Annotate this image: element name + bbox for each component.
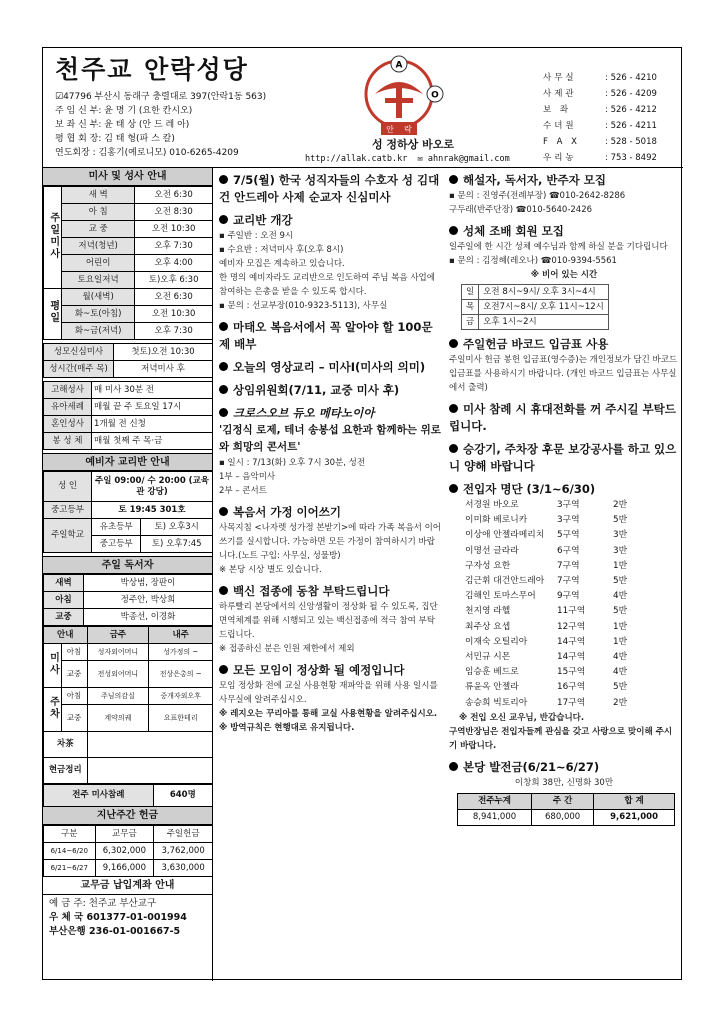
bullet-icon — [449, 175, 458, 184]
newcomer-cell: 최주상 요셉 — [465, 621, 511, 632]
left-column — [43, 168, 213, 981]
bullet-icon — [219, 586, 228, 595]
account-info: 예 금 주: 천주교 부산교구 우 체 국 601377-01-001994 부산은행 236-01-001667-5 — [49, 898, 187, 937]
newcomer-cell: 류윤옥 안젤라 — [465, 682, 519, 693]
newcomer-cell: 7구역 — [557, 560, 580, 571]
address-line: ☑47796 부산시 동래구 충렬대로 397(안락1동 563) — [55, 92, 267, 102]
notice-item: 해설자, 독서자, 반주자 모집 ▪ 문의 : 진영주(전례부장) ☎010-2642-8286 구두래(반주단장) ☎010-5640-2426 — [449, 173, 626, 215]
emblem-a: A — [395, 60, 403, 71]
newcomer-cell: 14구역 — [557, 652, 586, 663]
newcomer-cell: 1반 — [613, 621, 628, 632]
newcomer-cell: 3구역 — [557, 500, 580, 510]
offering-title: 지난주간 헌금 — [43, 807, 212, 825]
newcomer-cell: 6구역 — [557, 545, 580, 556]
bullet-icon — [219, 175, 228, 184]
newcomer-cell: 임승훈 베드로 — [465, 667, 519, 678]
newcomer-cell: 김해인 토마스무어 — [465, 591, 536, 602]
bullet-icon — [219, 362, 228, 371]
phone-row: 사무실 : 526 - 4210 — [543, 73, 657, 83]
notice-item: 미사 참례 시 휴대전화를 꺼 주시길 부탁드립니다. — [449, 402, 676, 433]
attendance-table: 전주 미사참례 640명 — [43, 784, 213, 807]
newcomer-cell: 1반 — [613, 636, 628, 647]
notice-item: 승강기, 주차장 후문 보강공사를 하고 있으니 양해 바랍니다 — [449, 442, 677, 473]
adoration-slot-table: 일 오전 8시~9시/ 오후 3시~4시 목 오전7시~8시/ 오후 11시~12시 금 오후 1시~2시 — [461, 284, 609, 330]
address-block — [55, 90, 266, 160]
newcomer-cell: 11구역 — [557, 606, 586, 617]
bullet-icon — [449, 404, 458, 413]
notice-item: 교리반 개강 ▪ 주일반 : 오전 9시 ▪ 수요반 : 저녁미사 후(오후 8시) 예비자 모집은 계속하고 있습니다. 한 명의 예비자라도 교리반으로 인도하여 주님 복음 사업에 참여하는 은총을 받을 수 있도록 합시다. ▪ 문의 : 선교부장(010-9323-5113), 사무실 — [219, 213, 435, 311]
newcomer-cell: 3반 — [613, 530, 628, 541]
newcomer-cell: 5반 — [613, 682, 628, 693]
bullet-icon — [219, 408, 228, 417]
newcomer-cell: 이상애 안젤라메리치 — [465, 530, 545, 541]
emblem-rak: 락 — [404, 125, 412, 134]
notice-item: 복음서 가정 이어쓰기 사목지침 <나자렛 성가정 본받기>에 따라 가족 복음서 이어쓰기를 실시합니다. 가능하면 모든 가정이 참여하시기 바랍니다.(노트 구입: 사무실, 성물방) ※ 본당 시상 별도 있습니다. — [219, 505, 442, 575]
phone-list — [543, 70, 657, 166]
bullet-icon — [449, 444, 458, 453]
newcomer-cell: 4반 — [613, 652, 628, 663]
catechism-title: 예비자 교리반 안내 — [43, 453, 212, 471]
bullet-icon — [219, 215, 228, 224]
newcomer-cell: 서경원 바오로 — [465, 500, 519, 510]
newcomer-cell: 2반 — [613, 697, 628, 708]
newcomer-cell: 3구역 — [557, 515, 580, 526]
bullet-icon — [219, 665, 228, 674]
development-fund-table: 전주누계 주 간 합 계 8,941,000 680,000 9,621,000 — [457, 793, 675, 826]
patron-saint: 성 정하상 바오로 — [371, 138, 455, 151]
bullet-icon — [219, 385, 228, 394]
website-link[interactable]: http://allak.catb.kr — [305, 154, 408, 164]
sunday-label: 주일미사 — [47, 211, 59, 260]
phone-row: 우리농 : 753 - 8492 — [543, 153, 657, 163]
phone-row: 보 좌 : 526 - 4212 — [543, 105, 657, 115]
notice-item: 마태오 복음서에서 꼭 알아야 할 100문제 배부 — [219, 320, 433, 351]
assistant-line: 보 좌 신 부: 윤 태 상 (안 드 레 아) — [55, 120, 190, 130]
sacrament-table: 고해성사 매 미사 30분 전 유아세례 매월 끝 주 토요일 17시 혼인성사 1개월 전 신청 봉 성 체 매월 첫째 주 목·금 — [43, 381, 213, 450]
notice-item: 성체 조배 회원 모집 일주일에 한 시간 성체 예수님과 함께 하실 분을 기다립니다 ▪ 문의 : 김정혜(레오나) ☎010-9394-5561 ※ 비어 있는 시간 일 오전 8시~9시/ 오후 3시~4시 목 오전7시~8시/ 오후 11시~12시 금 오후 1시~2시 — [449, 223, 679, 330]
header — [43, 48, 683, 168]
newcomer-cell: 이미화 베로니카 — [465, 515, 528, 526]
notice-item: 7/5(월) 한국 성직자들의 수호자 성 김대건 안드레아 사제 순교자 신심미사 — [219, 173, 440, 204]
newcomer-cell: 김근휘 대건안드레아 — [465, 576, 545, 587]
newcomer-cell: 14구역 — [557, 636, 586, 647]
notice-item: 주일헌금 바코드 입금표 사용 주일미사 헌금 봉헌 입금표(영수증)는 개인정보가 담긴 바코드 입금표를 사용하시기 바랍니다. (개인 바코드 입금표는 사무실에서 출력) — [449, 337, 678, 393]
newcomer-cell: 16구역 — [557, 682, 586, 693]
newcomer-cell: 5반 — [613, 576, 628, 587]
readers-table: 새벽 박상범, 장판이 아침 정주안, 박상희 교중 박종선, 이경화 — [43, 574, 213, 626]
bullet-icon — [449, 226, 458, 235]
notice-item: 백신 접종에 동참 부탁드립니다 하루빨리 본당에서의 신앙생활이 정상화 될 수 있도록, 집단면역체계를 위해 시행되고 있는 백신접종에 적극 참여 부탁드립니다. ※ 접종하신 분은 인원 제한에서 제외 — [219, 584, 438, 654]
bullet-icon — [449, 762, 458, 771]
newcomer-cell: 1반 — [613, 560, 628, 571]
notice-item: 크로스오브 듀오 메타노이아 '김정식 로제, 테너 송봉섭 요한과 함께하는 위로와 희망의 콘서트' ▪ 일시 : 7/13(화) 오후 7시 30분, 성전 1부 – 음악미사 2부 – 콘서트 — [219, 406, 441, 496]
yeondo-line: 연도회장 : 김홍기(예로니모) 010-6265-4209 — [55, 148, 239, 158]
newcomer-cell: 이명선 글라라 — [465, 545, 519, 556]
notice-item: 상임위원회(7/11, 교중 미사 후) — [219, 382, 441, 399]
newcomer-list — [465, 498, 679, 711]
mass-schedule-title: 미사 및 성사 안내 — [43, 168, 212, 186]
church-title: 천주교 안락성당 — [55, 55, 249, 84]
phone-row: 사제관 : 526 - 4209 — [543, 89, 657, 99]
bulletin-page — [42, 47, 682, 980]
right-column — [449, 172, 679, 832]
notice-item: 모든 모임이 정상화 될 예정입니다 모임 정상화 전에 교실 사용현황 재파악을 위해 사용 일시를 사무실에 알려주십시오. ※ 레지오는 꾸리아를 통해 교실 사용현황을 알려주십시오. ※ 방역규칙은 현행대로 유지됩니다. — [219, 663, 438, 733]
devotion-table: 성모신심미사 첫토)오전 10:30 성시간(매주 목) 저녁미사 후 — [43, 343, 213, 378]
weekday-label: 평일 — [47, 300, 59, 325]
email-link[interactable]: ahnrak@gmail.com — [427, 154, 510, 164]
sunday-mass-table: 주일미사 새 벽 오전 6:30 아 침 오전 8:30 교 중 오전 10:30 저녁(청년) 오후 7:30 어린이 오후 4:00 토요일저녁 토)오후 6:30 평일 월(새벽) 오전 6:30 화~토(아침) 오전 10:30 화~금(저녁) 오후 7:30 — [43, 186, 213, 340]
guide-table: 안내 금주 내주 미사 아침 성자외어머니 성가정의 ~ 교중 전성외어머니 전상은총의 ~ 주차 아침 주님의감실 중개자외오후 교중 계약의궤 요표한테리 차茶 현금정리 — [43, 626, 213, 784]
bullet-icon — [449, 339, 458, 348]
middle-column — [219, 172, 441, 741]
offering-table: 구분 교무금 주일헌금 6/14~6/20 6,302,000 3,762,000 6/21~6/27 9,166,000 3,630,000 — [43, 825, 213, 877]
council-line: 평 협 회 장: 김 태 형(파 스 칼) — [55, 134, 175, 144]
notice-item: 전입자 명단 (3/1~6/30) 서경원 바오로 3구역 2반 이미화 베로니카 3구역 5반 이상애 안젤라메리치 5구역 3반 이명선 글라라 6구역 3반 구자성 요한 7구역 1반 김근휘 대건안드레아 7구역 5반 김해인 토마스무어 9구역 4반 천지영 라헬 11구역 5반 최주상 요셉 12구역 1반 이재숙 오틸리아 14구역 1반 서민규 시몬 14구역 4반 임승훈 베드로 15구역 4반 류윤옥 안젤라 16구역 5반 송승희 빅토리아 17구역 2반 ※ 전입 오신 교우님, 반갑습니다. 구역반장님은 전입자들께 관심을 갖고 사랑으로 맞이해 주시기 바랍니다. — [449, 481, 679, 753]
newcomer-cell: 9구역 — [557, 591, 580, 602]
contact-line — [305, 154, 510, 165]
newcomer-cell: 12구역 — [557, 621, 586, 632]
newcomer-cell: 7구역 — [557, 576, 580, 587]
phone-row: F A X : 528 - 5018 — [543, 137, 657, 147]
newcomer-cell: 천지영 라헬 — [465, 606, 511, 617]
newcomer-cell: 구자성 요한 — [465, 560, 511, 571]
newcomer-cell: 5반 — [613, 606, 628, 617]
newcomer-cell: 송승희 빅토리아 — [465, 697, 528, 708]
bullet-icon — [219, 322, 228, 331]
readers-title: 주일 독서자 — [43, 556, 212, 574]
newcomer-cell: 5반 — [613, 515, 628, 526]
account-title: 교무금 납입계좌 안내 — [43, 877, 212, 895]
newcomer-cell: 3반 — [613, 545, 628, 556]
phone-row: 수녀원 : 526 - 4211 — [543, 121, 657, 131]
newcomer-cell: 2반 — [613, 500, 628, 510]
bullet-icon — [449, 484, 458, 493]
newcomer-cell: 서민규 시몬 — [465, 652, 511, 663]
emblem-o: O — [431, 90, 439, 101]
newcomer-cell: 이재숙 오틸리아 — [465, 636, 528, 647]
catechism-table: 성 인 주일 09:00/ 수 20:00 (교육관 강당) 중고등부 토 19:45 301호 주일학교 유초등부 토) 오후3시 중고등부 토) 오후7:45 — [43, 471, 213, 553]
bullet-icon — [219, 507, 228, 516]
newcomer-cell: 17구역 — [557, 697, 586, 708]
notice-item: 본당 발전금(6/21~6/27) 이창희 38만, 신명화 30만 전주누계 주 간 합 계 8,941,000 680,000 9,621,000 — [449, 759, 679, 826]
church-emblem-icon — [351, 54, 447, 138]
newcomer-cell: 4반 — [613, 591, 628, 602]
newcomer-cell: 4반 — [613, 667, 628, 678]
pastor-line: 주 임 신 부: 윤 명 기 (요한 칸시오) — [55, 106, 193, 116]
mail-icon: ✉ — [417, 154, 423, 164]
emblem-an: 안 — [386, 125, 394, 134]
notice-item: 오늘의 영상교리 – 미사Ⅰ(미사의 의미) — [219, 359, 441, 376]
newcomer-cell: 5구역 — [557, 530, 580, 541]
newcomer-cell: 15구역 — [557, 667, 586, 678]
